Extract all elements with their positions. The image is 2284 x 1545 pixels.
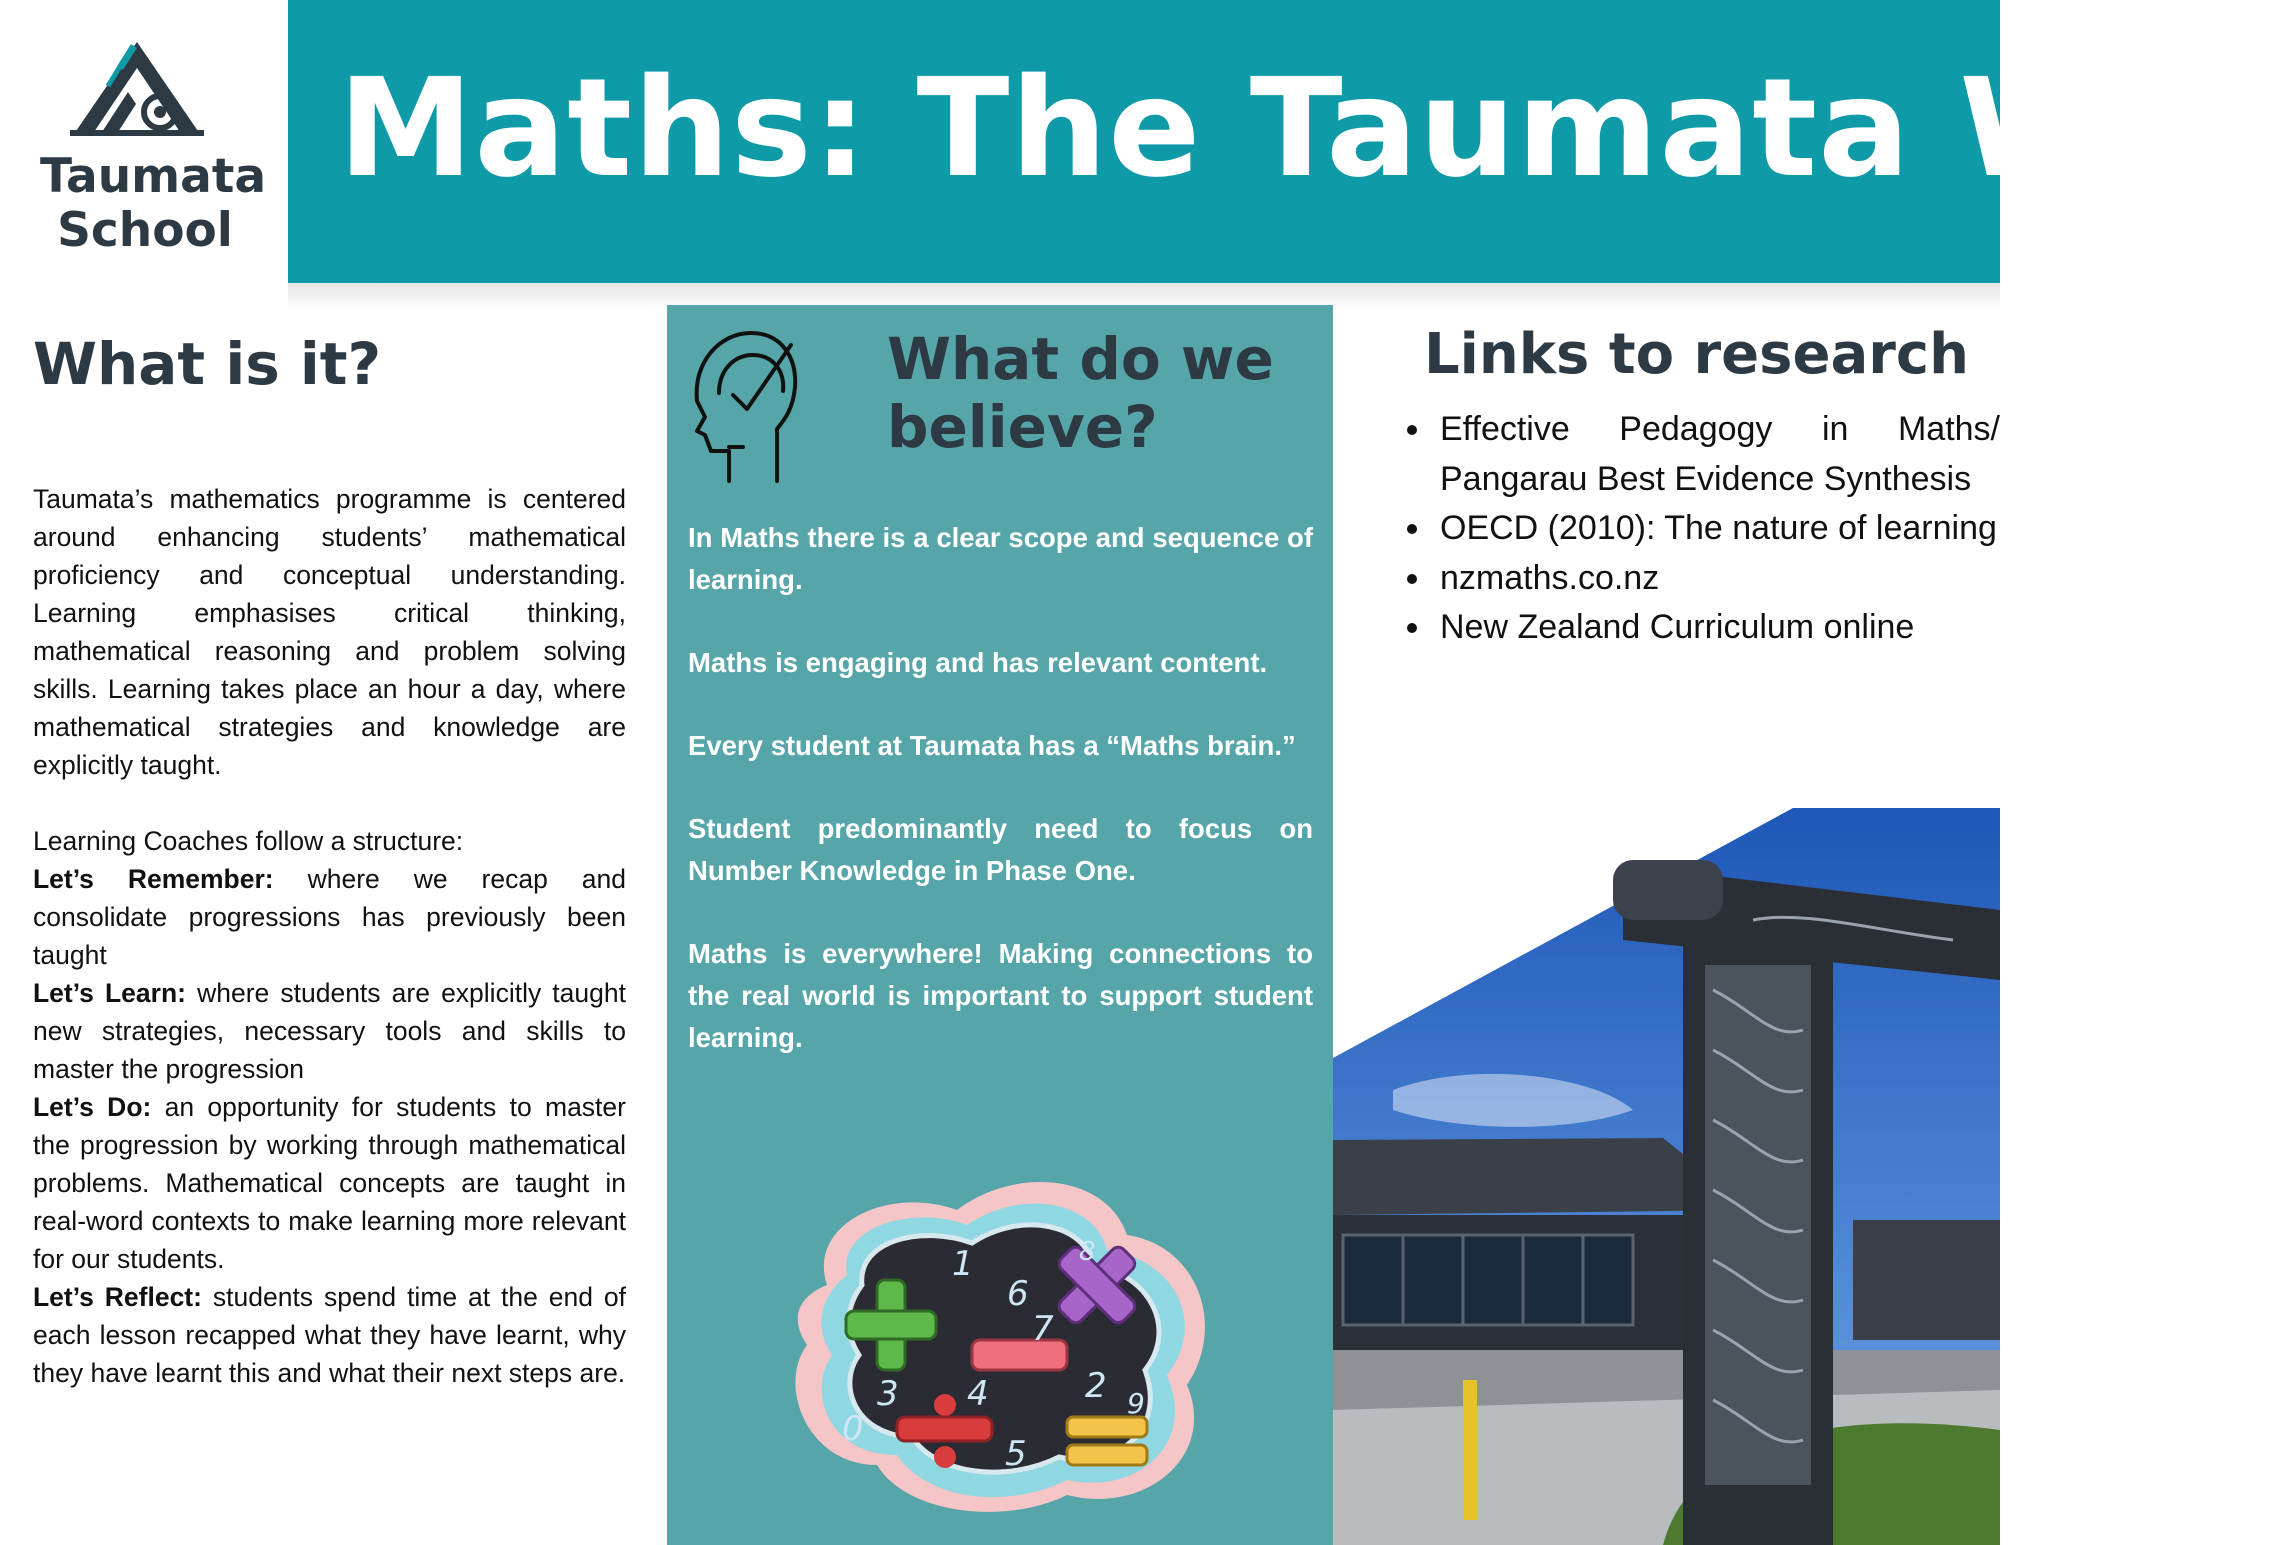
intro-paragraph: Taumata’s mathematics programme is centered around enhancing students’ mathematical proficiency and conceptual understanding. Learning emphasises critical thinking, mathematical reasoning and problem solving skills. Learning takes place an hour a day, where mathematical strategies and knowledge are explicitly taught. <box>33 484 626 780</box>
stage-label: Let’s Do: <box>33 1092 152 1122</box>
stage-text: where students are explicitly taught new strategies, necessary tools and skills to master the progression <box>33 978 626 1084</box>
page-title: Maths: The Taumata Way <box>338 50 2284 208</box>
research-link[interactable]: • nzmaths.co.nz <box>1434 554 2000 604</box>
digit-label: 4 <box>967 1374 989 1414</box>
digit-label: 0 <box>842 1409 864 1449</box>
stage-do <box>33 1088 626 1278</box>
stage-label: Let’s Remember: <box>33 864 274 894</box>
stage-reflect <box>33 1278 626 1392</box>
digit-label: 9 <box>1127 1387 1145 1420</box>
math-symbols-illustration <box>767 1165 1227 1525</box>
belief-item: Student predominantly need to focus on Number Knowledge in Phase One. <box>688 813 1313 886</box>
taumata-logo-icon <box>62 38 212 138</box>
stage-text: an opportunity for students to master the progression by working through mathematical problems. Mathematical concepts are taught in real-word contexts to make learning more relevant for our students. <box>33 1092 626 1274</box>
stage-label: Let’s Learn: <box>33 978 186 1008</box>
belief-item: In Maths there is a clear scope and sequence of learning. <box>688 522 1313 595</box>
digit-label: 7 <box>1032 1309 1054 1349</box>
stage-remember <box>33 860 626 974</box>
belief-item: Maths is engaging and has relevant content. <box>688 647 1268 678</box>
research-links-list <box>1400 405 2000 653</box>
stage-label: Let’s Reflect: <box>33 1282 202 1312</box>
title-banner <box>288 0 2284 283</box>
digit-label: 6 <box>1007 1274 1029 1314</box>
beliefs-heading: What do we believe? <box>887 325 1274 461</box>
belief-item: Every student at Taumata has a “Maths brain.” <box>688 730 1296 761</box>
research-heading: Links to research <box>1424 322 1969 387</box>
stage-learn <box>33 974 626 1088</box>
structure-intro: Learning Coaches follow a structure: <box>33 826 464 856</box>
digit-label: 8 <box>1079 1237 1096 1267</box>
school-entrance-photo <box>1333 790 2000 1545</box>
school-name: Taumata School <box>40 149 267 258</box>
stage-text: students spend time at the end of each lesson recapped what they have learnt, why they have learnt this and what their next steps are. <box>33 1282 627 1388</box>
research-link[interactable]: • Effective Pedagogy in Maths/ Pangarau Best Evidence Synthesis <box>1434 405 2000 504</box>
digit-label: 5 <box>1005 1434 1027 1474</box>
yellow-bollard <box>1463 1380 1477 1520</box>
what-is-it-body <box>33 480 626 1392</box>
research-link[interactable]: • New Zealand Curriculum online <box>1434 603 2000 653</box>
digit-label: 2 <box>1085 1366 1107 1406</box>
research-link[interactable]: • OECD (2010): The nature of learning <box>1434 504 2000 554</box>
stage-text: where we recap and consolidate progressions has previously been taught <box>33 864 626 970</box>
what-is-it-heading: What is it? <box>33 330 382 398</box>
beliefs-panel <box>667 305 1333 1545</box>
beliefs-list <box>688 517 1313 1100</box>
digit-label: 1 <box>952 1244 974 1284</box>
school-logo <box>0 0 288 285</box>
belief-item: Maths is everywhere! Making connections to the real world is important to support student learning. <box>688 938 1313 1053</box>
head-checkmark-icon <box>689 323 799 483</box>
digit-label: 3 <box>877 1374 899 1414</box>
